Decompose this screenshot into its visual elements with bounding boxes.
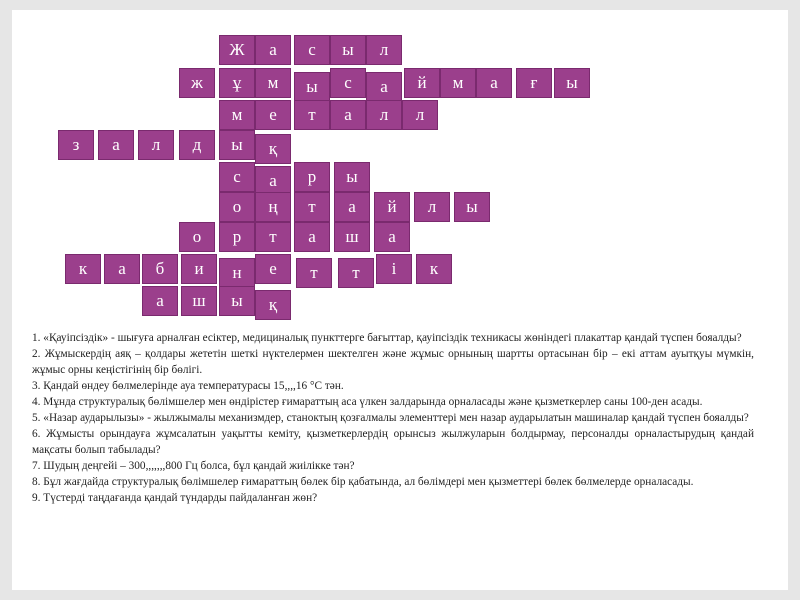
question-item: 1. «Қауіпсіздік» - шығуға арналған есіктер, медициналық пункттерге бағыттар, қауіпсіздік техникасы жөніндегі плакаттар қандай түспен бояалды? (32, 332, 742, 344)
crossword-cell: ш (334, 222, 370, 252)
crossword-cell: м (219, 100, 255, 130)
crossword-cell: ы (219, 130, 255, 160)
question-item: 8. Бұл жағдайда структуралық бөлімшелер ғимараттың бөлек бір қабатында, ал бөлімдері мен қызметтері бөлек бөлмелерде орналасады. (32, 476, 694, 488)
crossword-cell: а (255, 35, 291, 65)
crossword-cell: о (179, 222, 215, 252)
crossword-cell: а (330, 100, 366, 130)
crossword-cell: е (255, 254, 291, 284)
crossword-cell: з (58, 130, 94, 160)
crossword-cell: т (294, 192, 330, 222)
crossword-cell: л (366, 100, 402, 130)
question-item: 9. Түстерді таңдағанда қандай түндарды пайдаланған жөн? (32, 492, 318, 504)
question-item: 7. Шудың деңгейі – 300,,,,,,,800 Гц болса, бұл қандай жиілікке тән? (32, 460, 355, 472)
crossword-cell: қ (255, 290, 291, 320)
question-item: 3. Қандай өндеу бөлмелерінде ауа температурасы 15,,,,16 °С тән. (32, 380, 344, 392)
crossword-cell: а (374, 222, 410, 252)
crossword-cell: ы (334, 162, 370, 192)
crossword-cell: л (402, 100, 438, 130)
crossword-cell: і (376, 254, 412, 284)
crossword-cell: ш (181, 286, 217, 316)
crossword-cell: м (440, 68, 476, 98)
crossword-cell: т (255, 222, 291, 252)
crossword-cell: с (330, 68, 366, 98)
crossword-cell: л (138, 130, 174, 160)
crossword-cell: й (404, 68, 440, 98)
question-item: 4. Мұнда структуралық бөлімшелер мен өндірістер ғимараттың аса үлкен залдарында орналасады және қызметкерлер саны 100-ден асады. (32, 396, 703, 408)
crossword-cell: а (255, 166, 291, 196)
questions-list (32, 330, 754, 506)
crossword-cell: Ж (219, 35, 255, 65)
crossword-cell: т (294, 100, 330, 130)
crossword-cell: т (338, 258, 374, 288)
crossword-cell: ы (294, 72, 330, 102)
crossword-cell: д (179, 130, 215, 160)
question-item: 2. Жұмыскердің аяқ – қолдары жететін шеткі нүктелермен шектелген және жұмыс орнының шартты ортасынан бір – екі аттам ауытқуы мүмкін, жұмыс орны кеңістігінің бір бөлігі. (32, 348, 754, 376)
crossword-cell: т (296, 258, 332, 288)
crossword-cell: н (219, 258, 255, 288)
crossword-cell: а (104, 254, 140, 284)
crossword-cell: қ (255, 134, 291, 164)
crossword-cell: ы (219, 286, 255, 316)
crossword-cell: р (294, 162, 330, 192)
crossword-cell: р (219, 222, 255, 252)
question-item: 6. Жұмысты орындауға жұмсалатын уақытты кеміту, қызметкерлердің орынсыз жылжуларын болдырмау, персоналды орналастырудың қандай мақсаты болып табылады? (32, 428, 754, 456)
crossword-cell: ы (454, 192, 490, 222)
crossword-cell: о (219, 192, 255, 222)
crossword-cell: ы (554, 68, 590, 98)
crossword-cell: с (219, 162, 255, 192)
crossword-cell: к (65, 254, 101, 284)
crossword-cell: и (181, 254, 217, 284)
crossword-cell: ң (255, 192, 291, 222)
crossword-cell: с (294, 35, 330, 65)
crossword-cell: а (294, 222, 330, 252)
crossword-cell: л (366, 35, 402, 65)
crossword-cell: б (142, 254, 178, 284)
crossword-cell: ғ (516, 68, 552, 98)
crossword-cell: й (374, 192, 410, 222)
crossword-cell: а (98, 130, 134, 160)
crossword-cell: к (416, 254, 452, 284)
crossword-cell: а (476, 68, 512, 98)
crossword-cell: л (414, 192, 450, 222)
question-item: 5. «Назар аударылызы» - жылжымалы механизмдер, станоктың қозғалмалы элементтері мен назар аударылатын машиналар қандай түспен бояалды? (32, 412, 749, 424)
crossword-cell: а (366, 72, 402, 102)
crossword-cell: е (255, 100, 291, 130)
crossword-cell: а (334, 192, 370, 222)
crossword-cell: ж (179, 68, 215, 98)
crossword-cell: а (142, 286, 178, 316)
crossword-cell: м (255, 68, 291, 98)
crossword-cell: ұ (219, 68, 255, 98)
crossword-cell: ы (330, 35, 366, 65)
